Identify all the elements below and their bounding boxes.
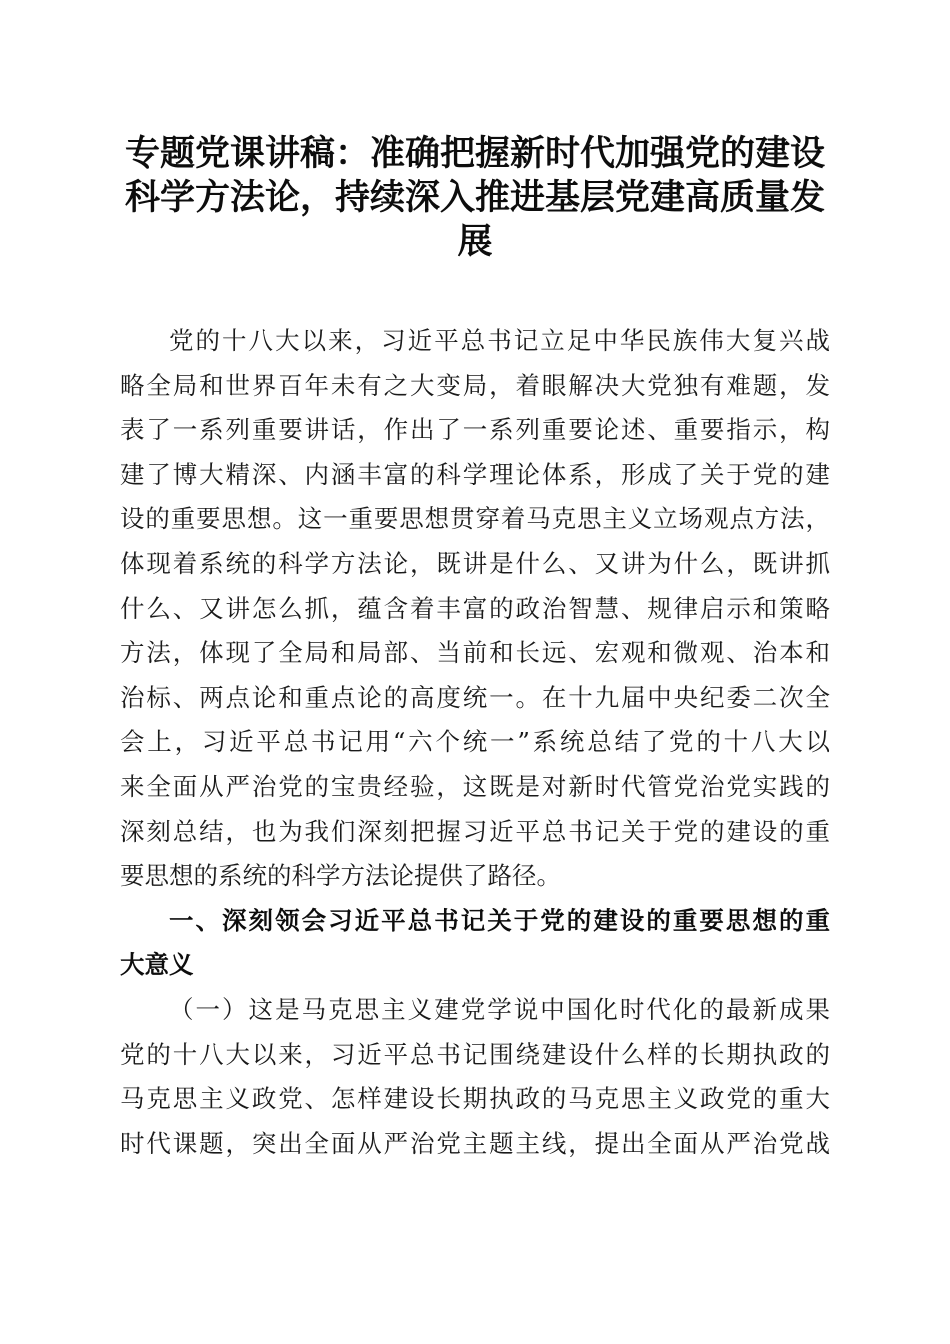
title-line: 展 bbox=[457, 221, 493, 262]
title-line: 专题党课讲稿：准确把握新时代加强党的建设 bbox=[124, 133, 825, 174]
heading-line: 一、深刻领会习近平总书记关于党的建设的重要思想的重 bbox=[169, 905, 830, 935]
text-line: 治标、两点论和重点论的高度统一。在十九届中央纪委二次全 bbox=[120, 682, 830, 712]
text-line: 建了博大精深、内涵丰富的科学理论体系，形成了关于党的建 bbox=[120, 459, 830, 489]
text-line: 马克思主义政党、怎样建设长期执政的马克思主义政党的重大 bbox=[120, 1084, 830, 1114]
paragraph-2 bbox=[120, 1033, 830, 1167]
text-line: 略全局和世界百年未有之大变局，着眼解决大党独有难题，发 bbox=[120, 370, 830, 400]
text-line: 什么、又讲怎么抓，蕴含着丰富的政治智慧、规律启示和策略 bbox=[120, 593, 830, 623]
text-line: 会上，习近平总书记用“六个统一”系统总结了党的十八大以 bbox=[120, 727, 830, 757]
document-body bbox=[120, 319, 830, 1166]
text-line: 方法，体现了全局和局部、当前和长远、宏观和微观、治本和 bbox=[120, 638, 830, 668]
document-title bbox=[110, 132, 840, 264]
text-line: 表了一系列重要讲话，作出了一系列重要论述、重要指示，构 bbox=[120, 415, 830, 445]
text-line: 来全面从严治党的宝贵经验，这既是对新时代管党治党实践的 bbox=[120, 771, 830, 801]
title-line: 科学方法论，持续深入推进基层党建高质量发 bbox=[124, 177, 825, 218]
section-heading-1 bbox=[120, 899, 830, 988]
text-line: 体现着系统的科学方法论，既讲是什么、又讲为什么，既讲抓 bbox=[120, 548, 830, 578]
subsection-heading-1 bbox=[120, 988, 830, 1033]
text-line: 党的十八大以来，习近平总书记围绕建设什么样的长期执政的 bbox=[120, 1039, 830, 1069]
text-line: 设的重要思想。这一重要思想贯穿着马克思主义立场观点方法， bbox=[120, 504, 830, 534]
heading-line: 大意义 bbox=[120, 950, 194, 980]
text-line: 要思想的系统的科学方法论提供了路径。 bbox=[120, 861, 561, 891]
text-line: 党的十八大以来，习近平总书记立足中华民族伟大复兴战 bbox=[169, 326, 830, 355]
paragraph-intro bbox=[120, 319, 830, 899]
text-line: 深刻总结，也为我们深刻把握习近平总书记关于党的建设的重 bbox=[120, 816, 830, 846]
text-line: 时代课题，突出全面从严治党主题主线，提出全面从严治党战 bbox=[120, 1128, 830, 1158]
subheading-line: （一）这是马克思主义建党学说中国化时代化的最新成果 bbox=[169, 994, 830, 1024]
